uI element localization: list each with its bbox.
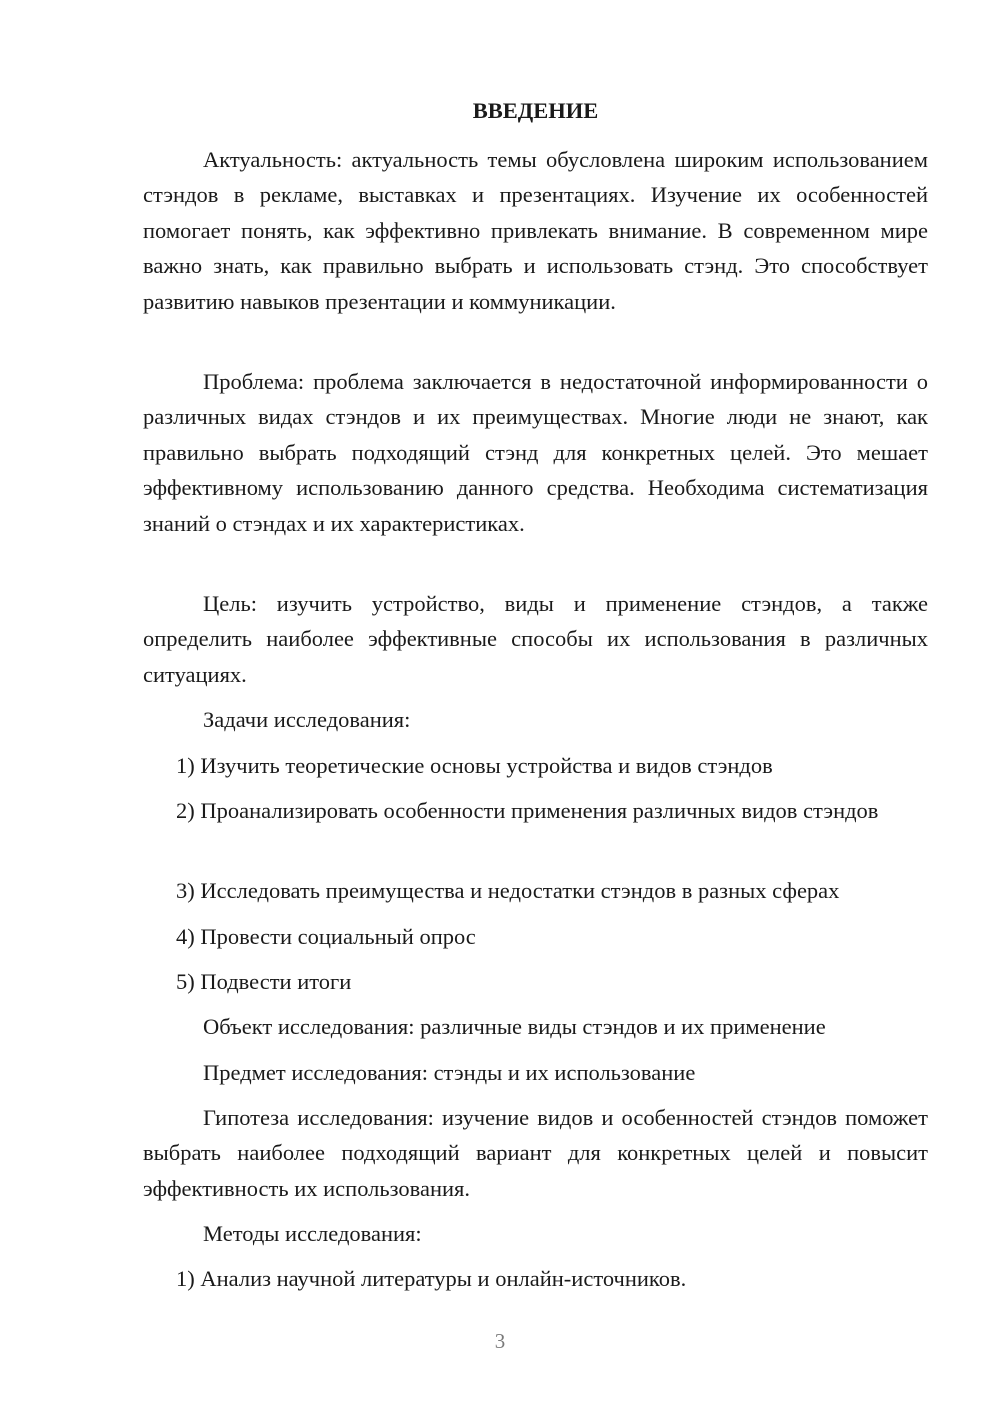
task-item-4: 4) Провести социальный опрос [176, 924, 476, 949]
method-item-1: 1) Анализ научной литературы и онлайн-источников. [176, 1266, 687, 1291]
methods-heading: Методы исследования: [203, 1221, 422, 1246]
paragraph-goal: Цель: изучить устройство, виды и применение стэндов, а также определить наиболее эффективные способы их использования в различных ситуациях. [143, 591, 928, 687]
paragraph-problem: Проблема: проблема заключается в недостаточной информированности о различных видах стэндов и их преимуществах. Многие люди не знают, как правильно выбрать подходящий стэнд для конкретных целей. Это мешает эффективному использованию данного средства. Необходима систематизация знаний о стэндах и их характеристиках. [143, 369, 928, 536]
task-item-5: 5) Подвести итоги [176, 969, 352, 994]
paragraph-hypothesis: Гипотеза исследования: изучение видов и особенностей стэндов поможет выбрать наиболее подходящий вариант для конкретных целей и повысит эффективность их использования. [143, 1105, 928, 1201]
paragraph-object: Объект исследования: различные виды стэндов и их применение [203, 1014, 826, 1039]
paragraph-relevance: Актуальность: актуальность темы обусловлена широким использованием стэндов в рекламе, выставках и презентациях. Изучение их особенностей помогает понять, как эффективно привлекать внимание. В современном мире важно знать, как правильно выбрать и использовать стэнд. Это способствует развитию навыков презентации и коммуникации. [143, 147, 928, 314]
task-item-2: 2) Проанализировать особенности применения различных видов стэндов [176, 798, 879, 823]
task-item-1: 1) Изучить теоретические основы устройства и видов стэндов [176, 753, 773, 778]
task-item-3: 3) Исследовать преимущества и недостатки стэндов в разных сферах [176, 878, 840, 903]
page-number: 3 [494, 1329, 506, 1353]
page-title: ВВЕДЕНИЕ [472, 98, 599, 123]
tasks-heading: Задачи исследования: [203, 707, 411, 732]
paragraph-subject: Предмет исследования: стэнды и их использование [203, 1060, 696, 1085]
